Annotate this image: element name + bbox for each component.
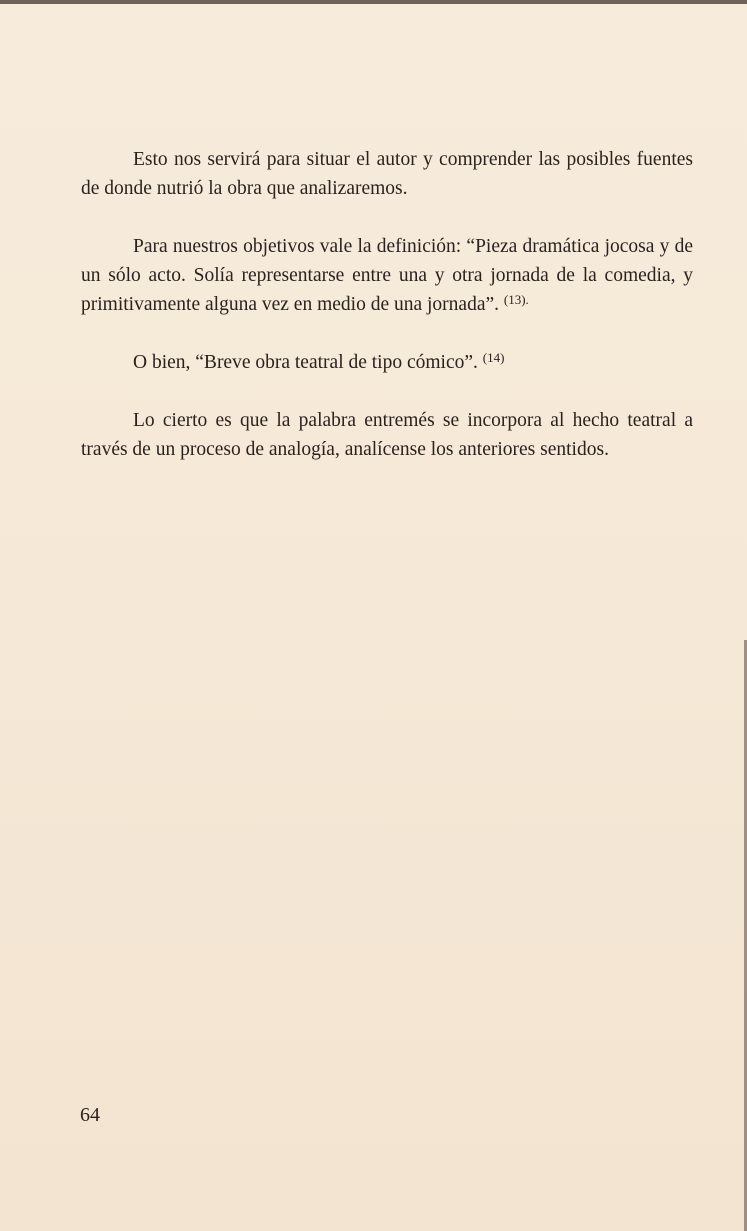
paragraph-2 — [81, 232, 693, 319]
paragraph-4 — [81, 406, 693, 464]
paragraph-3-text: O bien, “Breve obra teatral de tipo cómico”. — [133, 352, 478, 373]
paragraph-4-text: Lo cierto es que la palabra entremés se incorpora al hecho teatral a través de un proceso de analogía, analícense los anteriores sentidos. — [81, 410, 693, 460]
paragraph-1-text: Esto nos servirá para situar el autor y comprender las posibles fuentes de donde nutrió la obra que analizaremos. — [81, 149, 693, 199]
paragraph-1 — [81, 145, 693, 203]
footnote-ref-14: (14) — [482, 350, 505, 365]
footnote-ref-13: (13). — [503, 292, 529, 307]
page-top-edge — [0, 0, 747, 4]
page-number: 64 — [80, 1104, 100, 1126]
paragraph-2-text: Para nuestros objetivos vale la definición: “Pieza dramática jocosa y de un sólo acto. Solía representarse entre una y otra jornada de la comedia, y primitivamente alguna vez en medio de una jornada”. — [81, 236, 693, 315]
paragraph-3 — [81, 348, 693, 377]
body-text — [81, 145, 693, 493]
